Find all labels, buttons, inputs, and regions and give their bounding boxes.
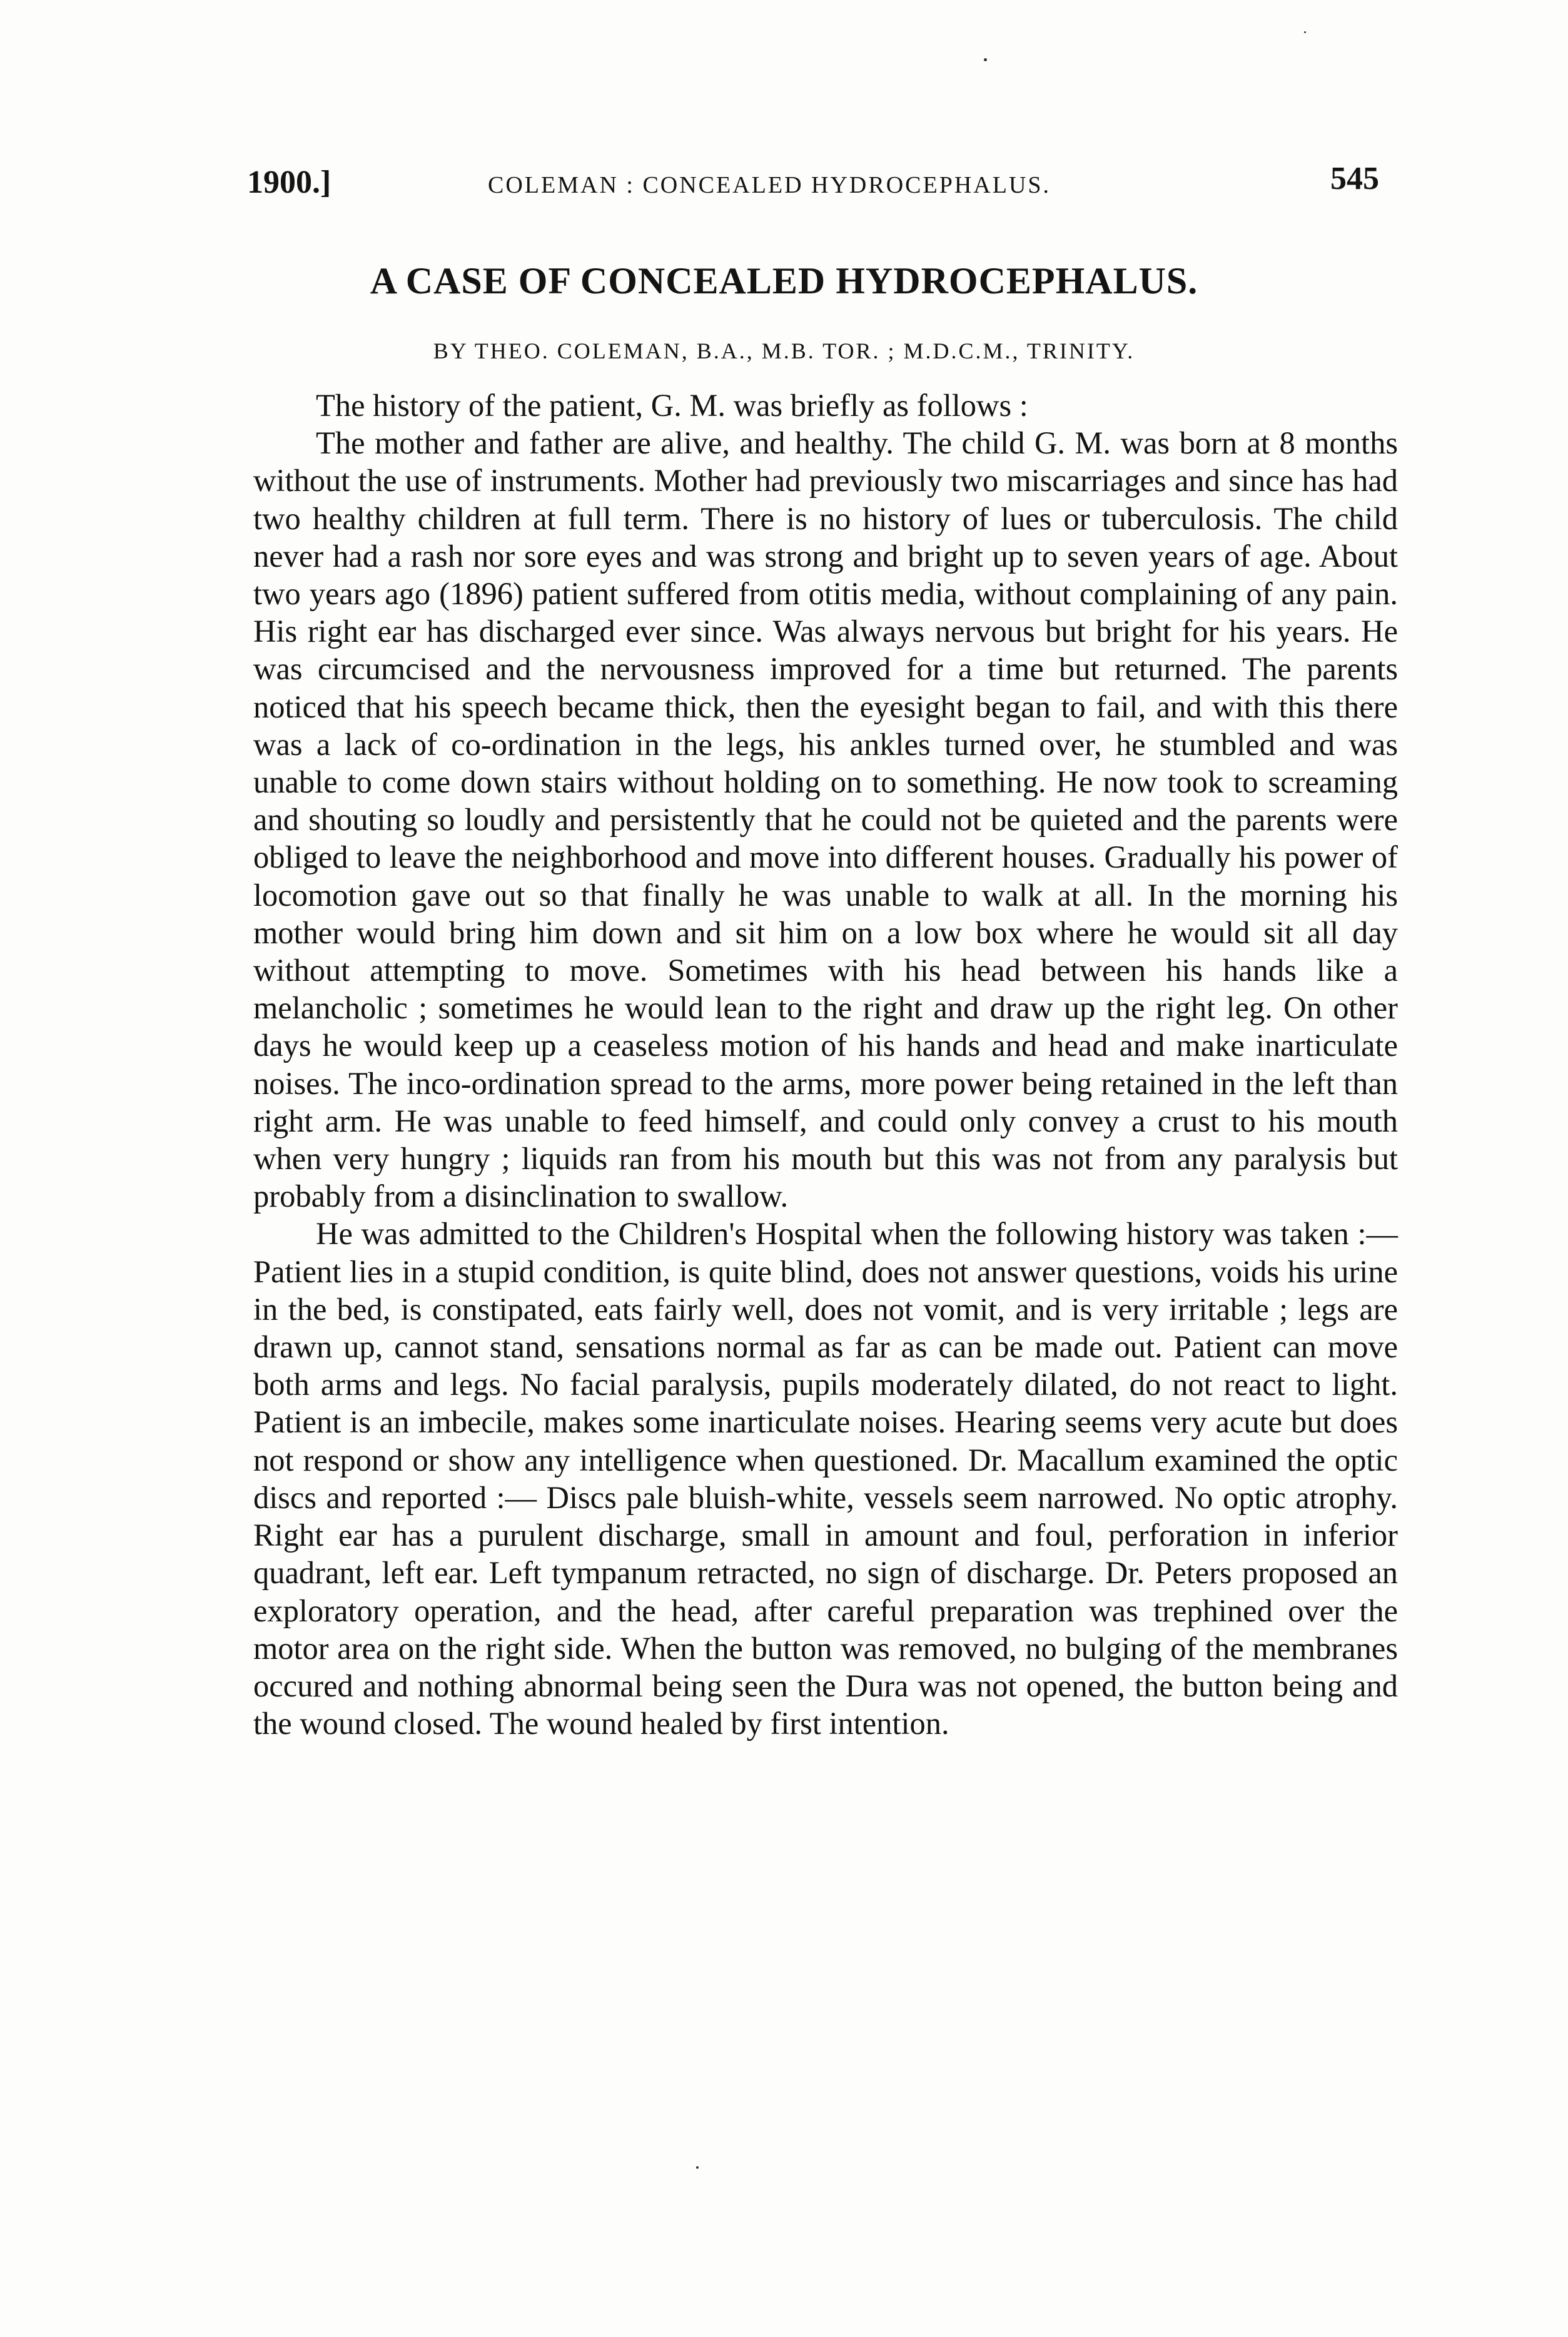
paragraph-hospital-admission: He was admitted to the Children's Hospital when the following history was taken :—Patient lies in a stupid condition, is quite blind, does not answer questions, voids his urine in the bed, is constipated, eats fairly well, does not vomit, and is very irritable ; legs are drawn up, cannot stand, sensations normal as far as can be made out. Patient can move both arms and legs. No facial paralysis, pupils moderately dilated, do not react to light. Patient is an imbecile, makes some inarticulate noises. Hearing seems very acute but does not respond or show any intelligence when questioned. Dr. Macallum examined the optic discs and reported :— Discs pale bluish-white, vessels seem narrowed. No optic atrophy. Right ear has a purulent discharge, small in amount and foul, perforation in inferior quadrant, left ear. Left tympanum retracted, no sign of discharge. Dr. Peters proposed an exploratory operation, and the head, after careful preparation was trephined over the motor area on the right side. When the button was removed, no bulging of the membranes occured and nothing abnormal being seen the Dura was not opened, the button being and the wound closed. The wound healed by first intention. bbox=[253, 1216, 1398, 1741]
running-head bbox=[247, 161, 1379, 214]
scan-speck bbox=[1304, 31, 1306, 33]
page-number: 545 bbox=[1330, 161, 1379, 196]
paragraph-family-history: The mother and father are alive, and healthy. The child G. M. was born at 8 months without the use of instruments. Mother had previously two miscarriages and since has had two healthy children at full term. There is no history of lues or tuberculosis. The child never had a rash nor sore eyes and was strong and bright up to seven years of age. About two years ago (1896) patient suffered from otitis media, without complaining of any pain. His right ear has discharged ever since. Was always nervous but bright for his years. He was circumcised and the nervousness improved for a time but returned. The parents noticed that his speech became thick, then the eyesight began to fail, and with this there was a lack of co-ordination in the legs, his ankles turned over, he stumbled and was unable to come down stairs without holding on to something. He now took to screaming and shouting so loudly and persistently that he could not be quieted and the parents were obliged to leave the neighborhood and move into different houses. Gradually his power of locomotion gave out so that finally he was unable to walk at all. In the morning his mother would bring him down and sit him on a low box where he would sit all day without attempting to move. Sometimes with his head between his hands like a melancholic ; sometimes he would lean to the right and draw up the right leg. On other days he would keep up a ceaseless motion of his hands and head and make inarticulate noises. The inco-ordination spread to the arms, more power being retained in the left than right arm. He was unable to feed himself, and could only convey a crust to his mouth when very hungry ; liquids ran from his mouth but this was not from any paralysis but probably from a disinclination to swallow. bbox=[253, 425, 1398, 1214]
article-title: A CASE OF CONCEALED HYDROCEPHALUS. bbox=[370, 260, 1198, 302]
paragraph-intro: The history of the patient, G. M. was briefly as follows : bbox=[316, 388, 1028, 423]
running-head-title: COLEMAN : CONCEALED HYDROCEPHALUS. bbox=[488, 172, 1051, 198]
scan-speck bbox=[696, 2166, 699, 2169]
article-body bbox=[253, 387, 1398, 1742]
article-byline: BY THEO. COLEMAN, B.A., M.B. TOR. ; M.D.C.M., TRINITY. bbox=[433, 338, 1135, 363]
scan-speck bbox=[984, 58, 987, 61]
running-head-year: 1900.] bbox=[247, 165, 331, 200]
